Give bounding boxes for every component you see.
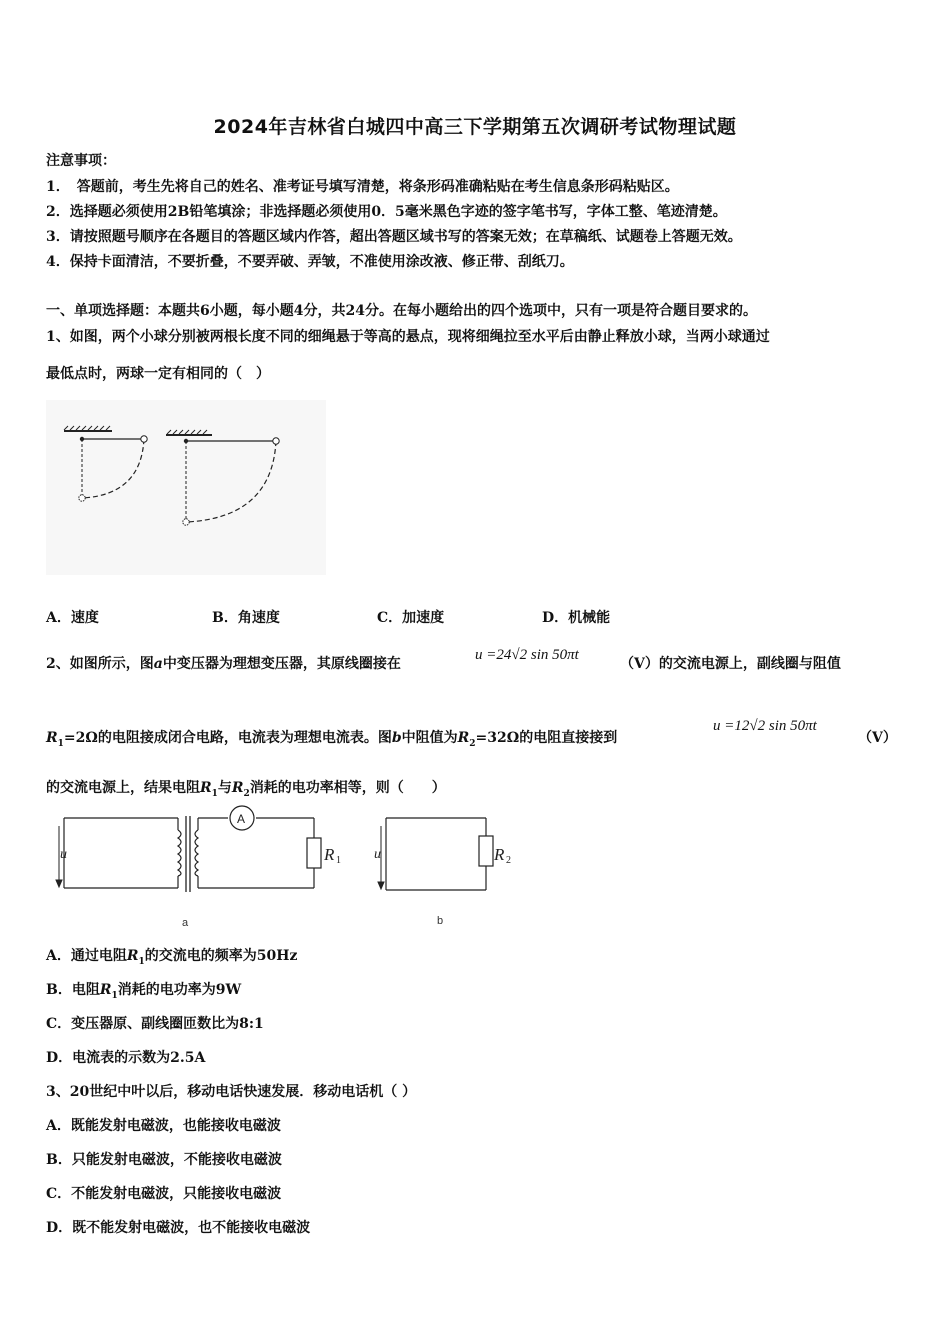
q2-line3-r2-symbol: R	[231, 780, 244, 796]
q2-option-a-pre: A．通过电阻	[46, 948, 127, 964]
q1-option-c[interactable]: C．加速度	[377, 610, 445, 626]
q2-r1-subscript: 1	[57, 738, 64, 749]
label-r1-sub: 1	[336, 855, 341, 866]
q2-option-b-r: R	[99, 982, 112, 998]
q1-option-b[interactable]: B．角速度	[212, 610, 280, 626]
q2-option-b[interactable]	[46, 980, 241, 1006]
q3-option-d[interactable]: D．既不能发射电磁波，也不能接收电磁波	[46, 1220, 311, 1236]
q2-stem-line3-c: 消耗的电功率相等，则（ ）	[249, 780, 446, 796]
q3-option-c[interactable]: C．不能发射电磁波，只能接收电磁波	[46, 1186, 282, 1202]
q2-option-a-r: R	[126, 948, 139, 964]
q2-line3-r1-subscript: 1	[211, 788, 218, 799]
q2-fig-a-ref: a	[153, 656, 163, 672]
q2-option-b-post: 消耗的电功率为9W	[117, 982, 242, 998]
q1-pendulum-figure	[46, 400, 326, 575]
q2-stem-prefix: 2、如图所示，图	[46, 656, 154, 672]
q1-option-d[interactable]: D．机械能	[542, 610, 611, 626]
label-r2-sub: 2	[506, 855, 511, 866]
section-heading: 一、单项选择题：本题共6小题，每小题4分，共24分。在每小题给出的四个选项中，只有一项是符合题目要求的。	[46, 303, 757, 319]
q2-stem-line2-b: 中阻值为	[401, 730, 458, 746]
q2-line3-r1-symbol: R	[200, 780, 212, 796]
ammeter-label: A	[237, 812, 246, 826]
q2-option-c[interactable]: C．变压器原、副线圈匝数比为8:1	[46, 1016, 264, 1032]
q3-option-b[interactable]: B．只能发射电磁波，不能接收电磁波	[46, 1152, 282, 1168]
q2-stem-line2-a: =2Ω的电阻接成闭合电路，电流表为理想电流表。图	[63, 730, 392, 746]
q2-stem-line3-a: 的交流电源上，结果电阻	[46, 780, 200, 796]
q2-fig-b-ref: b	[391, 730, 402, 746]
q1-option-a[interactable]: A．速度	[46, 610, 99, 626]
notice-item-3: 3．请按照题号顺序在各题目的答题区域内作答，超出答题区域书写的答案无效；在草稿纸、试题卷上答题无效。	[46, 229, 742, 245]
notice-item-4: 4．保持卡面清洁，不要折叠，不要弄破、弄皱，不准使用涂改液、修正带、刮纸刀。	[46, 254, 574, 270]
notice-heading: 注意事项：	[46, 153, 116, 169]
q2-stem-line3	[46, 778, 446, 804]
caption-a: a	[182, 917, 189, 929]
caption-b: b	[437, 915, 444, 927]
page-title: 2024年吉林省白城四中高三下学期第五次调研考试物理试题	[213, 116, 737, 138]
q2-r2-symbol: R	[457, 730, 470, 746]
q2-stem-line1-suffix: （V）的交流电源上，副线圈与阻值	[620, 656, 841, 672]
q2-r1-symbol: R	[46, 730, 58, 746]
q2-r2-subscript: 2	[469, 738, 476, 749]
q1-stem-line2: 最低点时，两球一定有相同的（ ）	[46, 366, 270, 382]
q2-stem-line1	[46, 654, 401, 674]
q2-circuit-figure	[56, 808, 526, 933]
label-u-b: u	[374, 847, 381, 862]
label-r2: R	[494, 845, 505, 864]
q3-stem: 3、20世纪中叶以后，移动电话快速发展．移动电话机（ ）	[46, 1084, 417, 1100]
q2-option-b-pre: B．电阻	[46, 982, 100, 998]
circuit-a-primary	[64, 818, 181, 888]
q2-option-a-sub: 1	[138, 956, 145, 967]
circuit-b	[386, 818, 493, 890]
q3-option-a[interactable]: A．既能发射电磁波，也能接收电磁波	[46, 1118, 281, 1134]
q2-line3-r2-subscript: 2	[243, 788, 250, 799]
q2-formula-2: u =12√2 sin 50πt	[713, 718, 817, 734]
q2-stem-line2	[46, 728, 617, 754]
q2-option-a[interactable]	[46, 946, 297, 972]
q2-stem-line2-c: =32Ω的电阻直接接到	[475, 730, 618, 746]
q2-option-a-post: 的交流电的频率为50Hz	[144, 948, 298, 964]
label-u-a: u	[60, 847, 67, 862]
q2-formula-1: u =24√2 sin 50πt	[475, 647, 579, 663]
q2-option-d[interactable]: D．电流表的示数为2.5A	[46, 1050, 206, 1066]
q2-stem-line3-b: 与	[217, 780, 232, 796]
label-r1: R	[324, 845, 335, 864]
circuit-a-secondary	[195, 806, 321, 888]
notice-item-1: 1． 答题前，考生先将自己的姓名、准考证号填写清楚，将条形码准确粘贴在考生信息条形码粘贴区。	[46, 179, 679, 195]
q1-stem-line1: 1、如图，两个小球分别被两根长度不同的细绳悬于等高的悬点，现将细绳拉至水平后由静止释放小球，当两小球通过	[46, 329, 770, 345]
q2-stem-line2-suffix: （V）	[858, 730, 897, 746]
q2-stem-mid: 中变压器为理想变压器，其原线圈接在	[162, 656, 401, 672]
notice-item-2: 2．选择题必须使用2B铅笔填涂；非选择题必须使用0．5毫米黑色字迹的签字笔书写，字体工整、笔迹清楚。	[46, 204, 727, 220]
q2-option-b-sub: 1	[111, 990, 118, 1001]
